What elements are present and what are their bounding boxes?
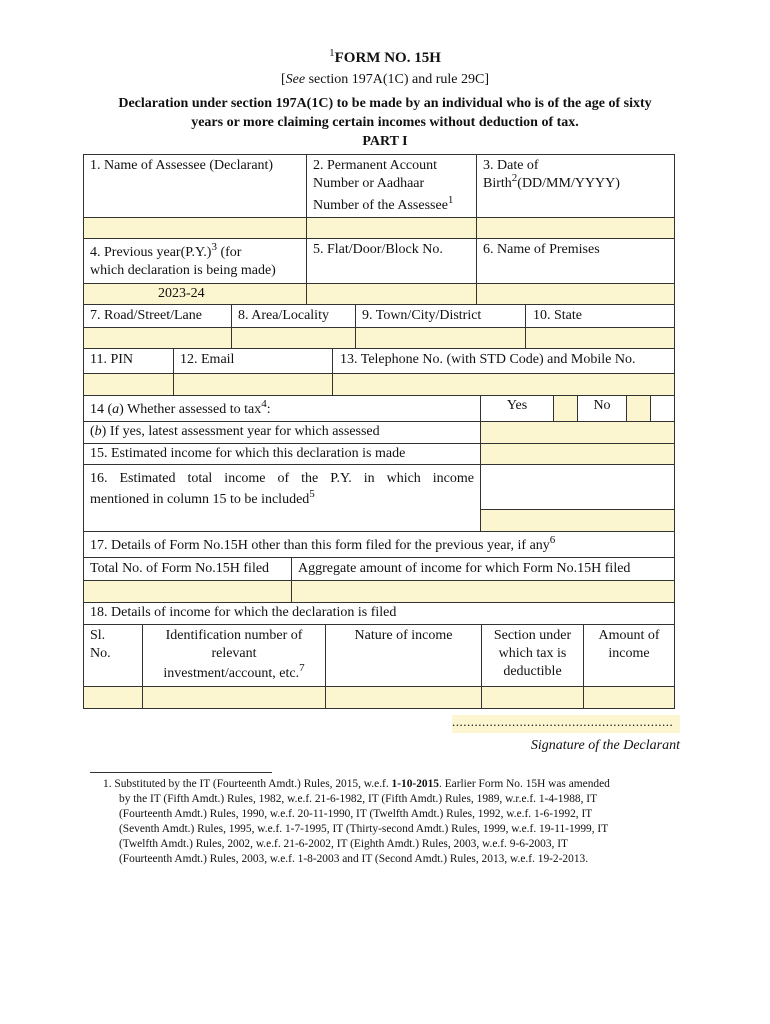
aggregate-income-input[interactable] <box>291 580 675 603</box>
name-of-assessee-input[interactable] <box>83 217 307 239</box>
estimated-income-label: 15. Estimated income for which this declaration is made <box>90 446 406 461</box>
dob-label: 3. Date of Birth$^2$(DD/MM/YYYY) <box>483 158 620 191</box>
flat-door-label: 5. Flat/Door/Block No. <box>313 242 443 257</box>
previous-year-label: 4. Previous $year(P.Y.)^3$ (for which declaration is being made) <box>90 241 276 278</box>
identification-number-header: Identification number of relevant investment/account, etc.$^7$ <box>163 628 305 681</box>
estimated-total-income-input[interactable] <box>480 509 675 532</box>
pin-label: 11. PIN <box>90 352 134 367</box>
latest-assessment-year-label: (b) If yes, latest assessment year for which assessed <box>90 424 380 439</box>
footnote-divider <box>90 772 272 773</box>
assessed-to-tax-label: 14 (a) Whether assessed to tax$^4$: <box>90 398 271 417</box>
sl-no-header: Sl. No. <box>90 628 111 661</box>
town-city-input[interactable] <box>355 327 526 349</box>
income-details-label: 18. Details of income for which the declaration is filed <box>90 605 397 620</box>
dob-input[interactable] <box>476 217 675 239</box>
total-forms-filed-label: Total No. of Form No.15H filed <box>90 561 270 576</box>
email-label: 12. Email <box>180 352 235 367</box>
premises-input[interactable] <box>476 283 675 305</box>
amount-input[interactable] <box>583 686 675 709</box>
aggregate-income-label: Aggregate amount of income for which Form No.15H filed <box>298 561 631 576</box>
estimated-total-income-blank <box>480 464 675 510</box>
pin-input[interactable] <box>83 373 174 396</box>
estimated-income-input[interactable] <box>480 443 675 465</box>
part-heading: PART I <box>362 134 408 149</box>
footnote-text: 1. Substituted by the IT (Fourteenth Amdt.) Rules, 2015, w.e.f. 1-10-2015. Earlier Form No. 15H was amended by the IT (Fifth Amdt.) Rules, 1982, w.e.f. 21-6-1982, IT (Fifth Amdt.) Rules, 1989, w.r.e.f. 1-4-1988, IT (Fourteenth Amdt.) Rules, 1990, w.e.f. 20-11-1990, IT (Twelfth Amdt.) Rules, 1992, w.e.f. 1-6-1992, IT (Seventh Amdt.) Rules, 1995, w.e.f. 1-7-1995, IT (Thirty-second Amdt.) Rules, 1999, w.e.f. 19-11-1999, IT (Twelfth Amdt.) Rules, 2002, w.e.f. 21-6-2002, IT (Eighth Amdt.) Rules, 2003, w.e.f. 9-6-2003, IT (Fourteenth Amdt.) Rules, 2003, w.e.f. 1-8-2003 and IT (Second Amdt.) Rules, 2013, w.e.f. 19-2-2013. <box>103 778 610 865</box>
amount-header: Amount of income <box>598 628 660 661</box>
state-input[interactable] <box>525 327 675 349</box>
form15h-details-label: 17. Details of Form No.15H other than this form filed for the previous year, if any$^6$ <box>90 534 556 553</box>
state-label: 10. State <box>533 308 582 323</box>
no-checkbox[interactable] <box>626 395 651 422</box>
flat-door-input[interactable] <box>306 283 477 305</box>
total-forms-filed-input[interactable] <box>83 580 292 603</box>
estimated-total-income-label: 16. Estimated total income of the P.Y. in which income mentioned in column 15 to be included$^5$ <box>90 471 474 507</box>
name-of-assessee-label: 1. Name of Assessee (Declarant) <box>90 158 274 173</box>
latest-assessment-year-input[interactable] <box>480 421 675 444</box>
title-footnote-ref: 1 <box>329 47 335 59</box>
previous-year-value: 2023-24 <box>158 286 205 301</box>
form-title: $^1$FORM NO. 15H <box>329 47 441 66</box>
yes-no-spacer-cell <box>650 395 675 422</box>
yes-checkbox[interactable] <box>553 395 578 422</box>
area-locality-input[interactable] <box>231 327 356 349</box>
section-header: Section under which tax is deductible <box>493 628 572 679</box>
telephone-input[interactable] <box>332 373 675 396</box>
no-label: No <box>593 398 611 413</box>
town-city-label: 9. Town/City/District <box>362 308 482 323</box>
yes-label: Yes <box>506 398 528 413</box>
declaration-heading: Declaration under section 197A(1C) to be made by an individual who is of the age of sixty years or more claiming certain incomes without deduction of tax. <box>118 96 652 130</box>
section-input[interactable] <box>481 686 584 709</box>
form-subtitle: [See section 197A(1C) and rule 29C] <box>280 72 490 87</box>
premises-label: 6. Name of Premises <box>483 242 600 257</box>
area-locality-label: 8. Area/Locality <box>238 308 329 323</box>
nature-of-income-input[interactable] <box>325 686 482 709</box>
signature-field[interactable]: ........................................................... <box>452 715 680 733</box>
telephone-label: 13. Telephone No. (with STD Code) and Mobile No. <box>340 352 636 367</box>
nature-of-income-header: Nature of income <box>354 628 453 643</box>
pan-label: 2. Permanent Account Number or Aadhaar Number of the Assessee$^1$ <box>313 158 454 213</box>
road-street-label: 7. Road/Street/Lane <box>90 308 202 323</box>
pan-input[interactable] <box>306 217 477 239</box>
email-input[interactable] <box>173 373 333 396</box>
identification-number-input[interactable] <box>142 686 326 709</box>
sl-no-input[interactable] <box>83 686 143 709</box>
road-street-input[interactable] <box>83 327 232 349</box>
signature-label: Signature of the Declarant <box>530 738 680 753</box>
